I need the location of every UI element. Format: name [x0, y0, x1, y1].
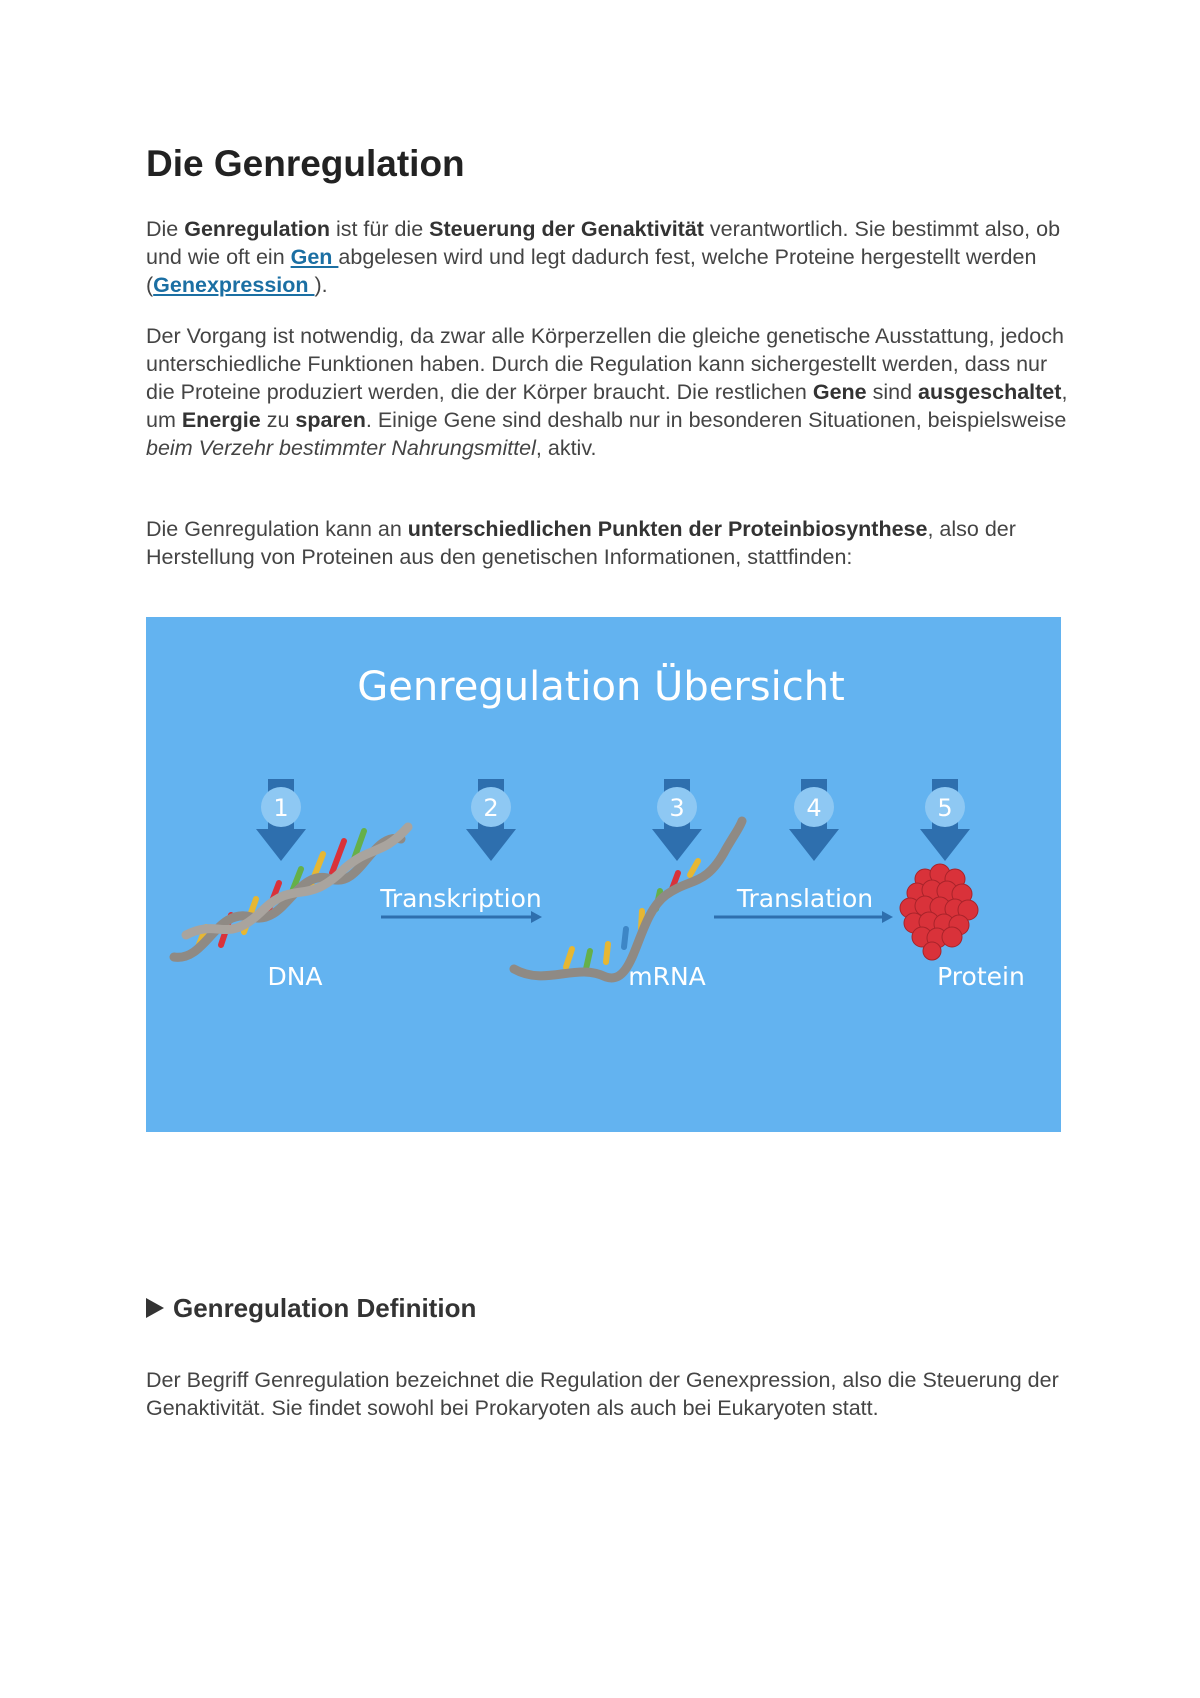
bold-ausgeschaltet: ausgeschaltet — [918, 380, 1062, 404]
text: verantwortlich. Sie bestimmt also, ob und wie oft ein — [146, 217, 1061, 269]
definition-paragraph: Der Begriff Genregulation bezeichnet die Regulation der Genexpression, also die Steuerung der Genaktivität. Sie findet sowohl bei Prokaryoten als auch bei Eukaryoten statt. — [146, 1368, 1059, 1420]
step-number: 3 — [669, 794, 685, 822]
bold-punkte: unterschiedlichen Punkten der Proteinbiosynthese — [407, 517, 928, 541]
bold-sparen: sparen — [295, 408, 366, 432]
label-dna: DNA — [267, 962, 323, 991]
link-gen[interactable]: Gen — [290, 245, 339, 269]
text: abgelesen wird und legt dadurch fest, welche Proteine hergestellt werden ( — [146, 245, 1037, 297]
page-title: Die Genregulation — [146, 143, 465, 184]
play-triangle-icon — [146, 1298, 164, 1318]
points-paragraph — [146, 515, 1071, 571]
text: , um — [146, 380, 1068, 432]
overview-diagram — [146, 617, 1061, 1132]
bold-steuerung: Steuerung der Genaktivität — [429, 217, 704, 241]
text: . Einige Gene sind deshalb nur in besonderen Situationen, beispielsweise — [365, 408, 1067, 432]
bold-energie: Energie — [181, 408, 261, 432]
text: Die Genregulation kann an — [146, 517, 408, 541]
label-transkription: Transkription — [380, 884, 542, 913]
figure-title: Genregulation Übersicht — [357, 664, 845, 710]
text: sind — [866, 380, 919, 404]
text: , also der Herstellung von Proteinen aus den genetischen Informationen, stattfinden: — [146, 517, 1016, 569]
step-number: 4 — [806, 794, 822, 822]
label-mrna: mRNA — [628, 962, 706, 991]
section-heading-text: Genregulation Definition — [173, 1293, 477, 1323]
intro-paragraph — [146, 215, 1071, 299]
purpose-paragraph — [146, 322, 1071, 462]
step-number: 1 — [273, 794, 289, 822]
text: zu — [260, 408, 296, 432]
step-number: 5 — [937, 794, 953, 822]
link-genexpression[interactable]: Genexpression — [153, 273, 315, 297]
text: Die — [146, 217, 185, 241]
genregulation-overview-figure — [146, 617, 1061, 1132]
text: ). — [314, 273, 328, 297]
label-protein: Protein — [937, 962, 1025, 991]
text: ist für die — [329, 217, 430, 241]
italic-verzehr: beim Verzehr bestimmter Nahrungsmittel — [146, 436, 536, 460]
step-number: 2 — [483, 794, 499, 822]
label-translation: Translation — [736, 884, 874, 913]
bold-genregulation: Genregulation — [184, 217, 330, 241]
section-heading — [146, 1293, 476, 1324]
bold-gene: Gene — [812, 380, 867, 404]
text: Der Vorgang ist notwendig, da zwar alle Körperzellen die gleiche genetische Ausstattung, jedoch unterschiedliche Funktionen haben. Durch die Regulation kann sichergestellt werden, dass nur die Proteine produziert werden, die der Körper braucht. Die restlichen — [146, 324, 1064, 404]
text: , aktiv. — [535, 436, 597, 460]
